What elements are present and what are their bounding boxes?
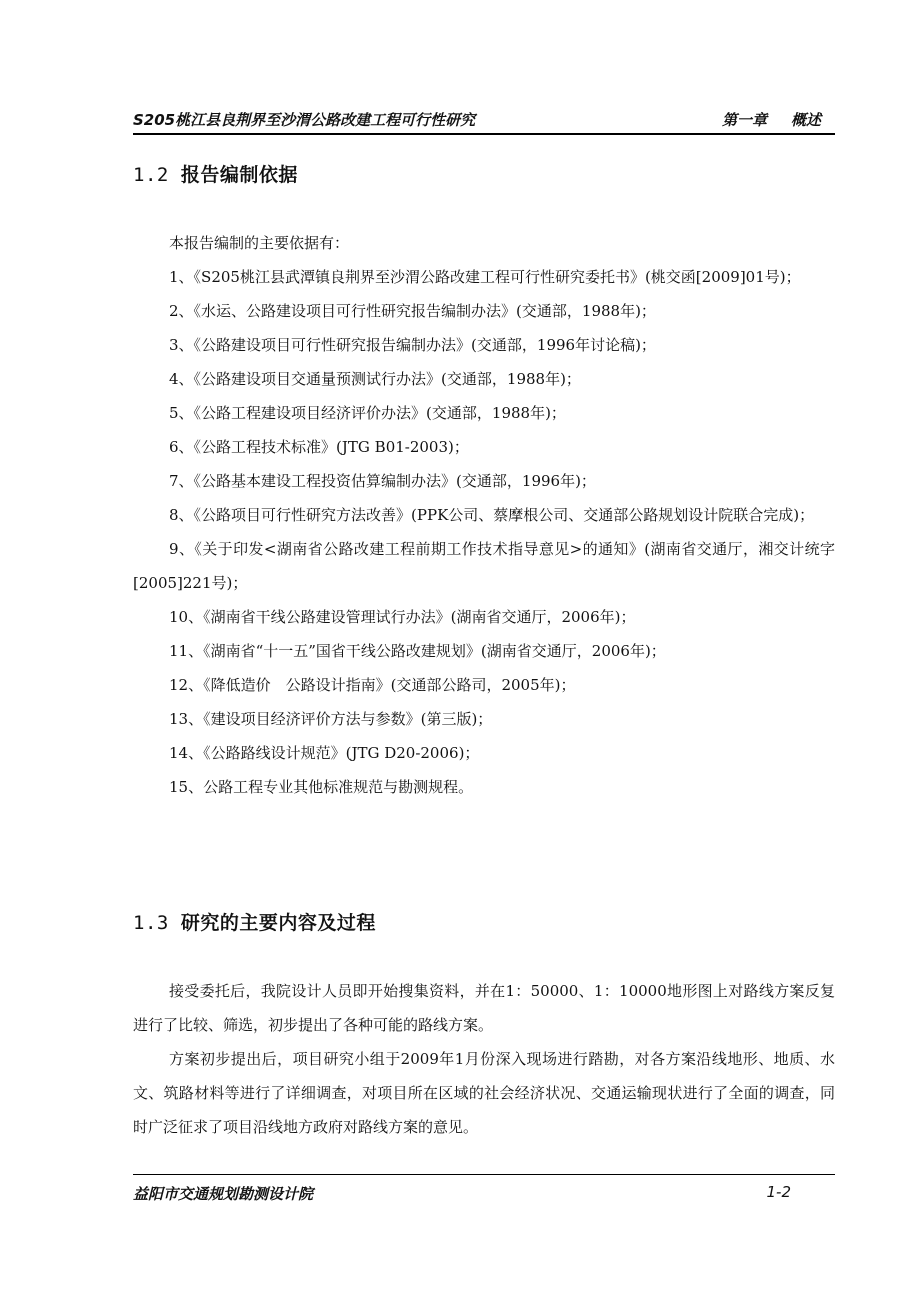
list-item: 9、《关于印发<湖南省公路改建工程前期工作技术指导意见>的通知》(湖南省交通厅，湘交计统字[2005]221号)； [133,540,835,592]
chapter-name: 概述 [790,111,821,129]
list-item: 13、《建设项目经济评价方法与参数》(第三版)； [169,710,493,728]
footer-rule [133,1174,835,1175]
footer-org: 益阳市交通规划勘测设计院 [133,1185,314,1203]
list-item: 7、《公路基本建设工程投资估算编制办法》(交通部，1996年)； [169,472,596,490]
page-header [133,107,835,133]
list-item: 6、《公路工程技术标准》(JTG B01-2003)； [169,438,469,456]
list-item: 15、公路工程专业其他标准规范与勘测规程。 [169,778,474,796]
list-item: 10、《湖南省干线公路建设管理试行办法》(湖南省交通厅，2006年)； [169,608,636,626]
section-number: 1.3 [133,912,169,934]
list-item: 1、《S205桃江县武潭镇良荆界至沙渭公路改建工程可行性研究委托书》(桃交函[2009]01号)； [169,268,801,286]
list-item: 14、《公路路线设计规范》(JTG D20-2006)； [169,744,480,762]
section-title: 报告编制依据 [180,164,298,186]
page-number: 1-2 [766,1183,791,1201]
header-chapter [722,109,821,130]
section-number: 1.2 [133,164,169,186]
list-item: 11、《湖南省“十一五”国省干线公路改建规划》(湖南省交通厅，2006年)； [169,642,666,660]
list-item: 2、《水运、公路建设项目可行性研究报告编制办法》(交通部，1988年)； [169,302,656,320]
header-title: S205桃江县良荆界至沙渭公路改建工程可行性研究 [133,111,476,129]
body-paragraph: 方案初步提出后，项目研究小组于2009年1月份深入现场进行踏勘，对各方案沿线地形、地质、水文、筑路材料等进行了详细调查，对项目所在区域的社会经济状况、交通运输现状进行了全面的调查，同时广泛征求了项目沿线地方政府对路线方案的意见。 [133,1050,835,1136]
intro-text: 本报告编制的主要依据有： [169,234,350,252]
chapter-number: 第一章 [721,111,767,129]
page-footer [133,1183,835,1207]
list-item: 3、《公路建设项目可行性研究报告编制办法》(交通部，1996年讨论稿)； [169,336,656,354]
body-paragraph: 接受委托后，我院设计人员即开始搜集资料，并在1：50000、1：10000地形图上对路线方案反复进行了比较、筛选，初步提出了各种可能的路线方案。 [133,982,835,1034]
header-rule [133,133,835,135]
list-item: 5、《公路工程建设项目经济评价办法》(交通部，1988年)； [169,404,566,422]
section-heading-1-2 [133,160,298,187]
section-title: 研究的主要内容及过程 [180,912,376,934]
section-heading-1-3 [133,908,376,935]
list-item: 8、《公路项目可行性研究方法改善》(PPK公司、蔡摩根公司、交通部公路规划设计院联合完成)； [169,506,815,524]
intro-paragraph [133,226,835,260]
list-item: 12、《降低造价 公路设计指南》(交通部公路司，2005年)； [169,676,576,694]
list-item: 4、《公路建设项目交通量预测试行办法》(交通部，1988年)； [169,370,581,388]
basis-list [133,260,835,804]
